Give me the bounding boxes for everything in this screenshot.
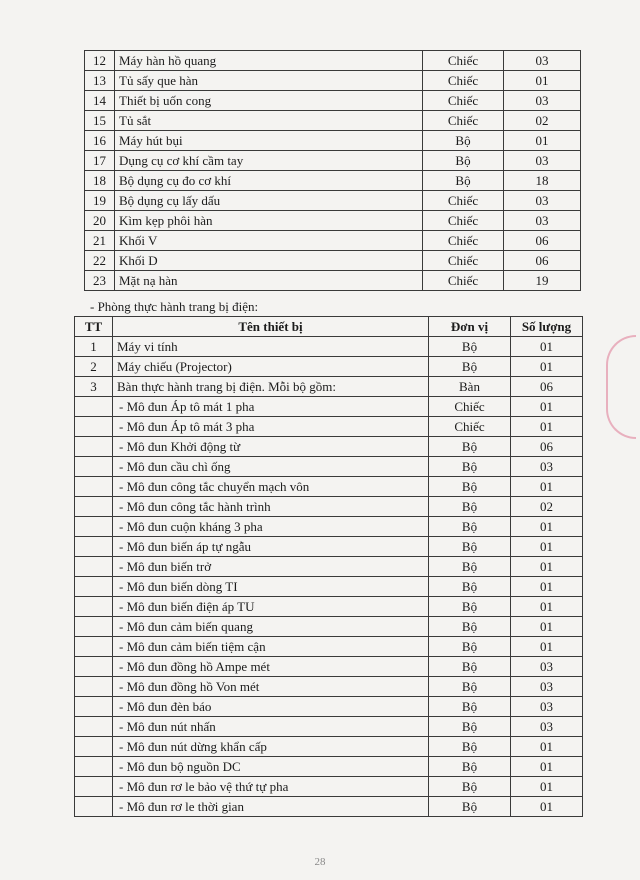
cell-index [75,557,113,577]
cell-quantity: 03 [511,697,583,717]
cell-quantity: 03 [511,657,583,677]
cell-quantity: 03 [511,717,583,737]
table-row [75,517,583,537]
cell-name: Máy vi tính [113,337,429,357]
cell-quantity: 03 [504,151,581,171]
table-row [75,457,583,477]
cell-quantity: 01 [511,477,583,497]
cell-quantity: 06 [504,231,581,251]
cell-quantity: 01 [511,577,583,597]
cell-name: Dụng cụ cơ khí cầm tay [115,151,423,171]
cell-unit: Bộ [423,131,504,151]
cell-name: - Mô đun cầu chì ống [113,457,429,477]
cell-index: 20 [85,211,115,231]
table-row [85,131,581,151]
cell-quantity: 01 [511,517,583,537]
cell-name: Thiết bị uốn cong [115,91,423,111]
cell-unit: Bộ [429,697,511,717]
cell-index [75,537,113,557]
cell-unit: Bộ [429,437,511,457]
table-row [85,191,581,211]
cell-quantity: 01 [504,71,581,91]
cell-quantity: 06 [511,437,583,457]
table-row [75,777,583,797]
cell-index: 15 [85,111,115,131]
electrical-lab-equipment-table [74,316,583,817]
cell-quantity: 03 [504,51,581,71]
cell-quantity: 01 [511,537,583,557]
cell-name: Máy hàn hồ quang [115,51,423,71]
table-row [75,357,583,377]
cell-index [75,777,113,797]
table-row [75,397,583,417]
cell-unit: Bộ [429,757,511,777]
cell-quantity: 02 [504,111,581,131]
cell-unit: Bộ [429,637,511,657]
page-number: 28 [314,856,326,868]
cell-unit: Bộ [429,717,511,737]
cell-index [75,637,113,657]
cell-unit: Bộ [429,537,511,557]
table-row [85,251,581,271]
table-row [75,657,583,677]
cell-index: 1 [75,337,113,357]
cell-name: Bàn thực hành trang bị điện. Mỗi bộ gồm: [113,377,429,397]
cell-index [75,717,113,737]
cell-quantity: 19 [504,271,581,291]
table-row [75,497,583,517]
cell-name: Máy chiếu (Projector) [113,357,429,377]
cell-unit: Chiếc [423,271,504,291]
cell-unit: Bộ [429,517,511,537]
cell-quantity: 01 [511,757,583,777]
cell-unit: Chiếc [423,191,504,211]
cell-name: - Mô đun Khởi động từ [113,437,429,457]
cell-unit: Bộ [429,657,511,677]
cell-name: Kìm kẹp phôi hàn [115,211,423,231]
cell-quantity: 01 [511,617,583,637]
cell-quantity: 03 [511,457,583,477]
cell-quantity: 01 [511,797,583,817]
cell-index: 3 [75,377,113,397]
cell-name: Khối D [115,251,423,271]
cell-quantity: 03 [504,191,581,211]
cell-unit: Chiếc [423,251,504,271]
cell-quantity: 01 [511,597,583,617]
table-row [75,417,583,437]
cell-unit: Bộ [429,597,511,617]
cell-index [75,657,113,677]
cell-index [75,437,113,457]
table-row [75,437,583,457]
header-equipment-name: Tên thiết bị [113,317,429,337]
cell-unit: Chiếc [423,231,504,251]
table-row [85,171,581,191]
cell-unit: Bộ [429,777,511,797]
cell-index [75,597,113,617]
cell-name: - Mô đun biến áp tự ngẫu [113,537,429,557]
cell-quantity: 01 [511,557,583,577]
table-row [75,697,583,717]
cell-index: 18 [85,171,115,191]
table-row [75,717,583,737]
cell-name: - Mô đun Áp tô mát 1 pha [113,397,429,417]
cell-name: - Mô đun công tắc chuyển mạch vôn [113,477,429,497]
cell-index: 14 [85,91,115,111]
header-tt: TT [75,317,113,337]
table-row [75,557,583,577]
table-row [75,637,583,657]
cell-name: - Mô đun công tắc hành trình [113,497,429,517]
table-row [85,71,581,91]
cell-unit: Chiếc [423,211,504,231]
cell-unit: Chiếc [423,111,504,131]
cell-name: - Mô đun biến điện áp TU [113,597,429,617]
cell-quantity: 06 [504,251,581,271]
cell-unit: Bộ [429,337,511,357]
cell-name: Tủ sắt [115,111,423,131]
cell-quantity: 01 [511,357,583,377]
cell-name: - Mô đun rơ le bảo vệ thứ tự pha [113,777,429,797]
cell-index: 23 [85,271,115,291]
cell-quantity: 06 [511,377,583,397]
cell-index [75,397,113,417]
cell-unit: Chiếc [423,91,504,111]
cell-name: Máy hút bụi [115,131,423,151]
cell-index [75,737,113,757]
cell-index: 2 [75,357,113,377]
cell-index [75,417,113,437]
cell-name: Bộ dụng cụ lấy dấu [115,191,423,211]
cell-unit: Bộ [429,617,511,637]
cell-unit: Bộ [429,457,511,477]
cell-unit: Chiếc [429,397,511,417]
cell-name: - Mô đun nút nhấn [113,717,429,737]
cell-unit: Bộ [429,357,511,377]
cell-unit: Bộ [429,557,511,577]
cell-unit: Chiếc [429,417,511,437]
cell-name: - Mô đun rơ le thời gian [113,797,429,817]
cell-quantity: 02 [511,497,583,517]
cell-name: Tủ sấy que hàn [115,71,423,91]
cell-index: 17 [85,151,115,171]
cell-name: Mặt nạ hàn [115,271,423,291]
cell-index [75,457,113,477]
cell-index: 22 [85,251,115,271]
section-heading: - Phòng thực hành trang bị điện: [90,299,259,314]
cell-unit: Bộ [429,797,511,817]
red-stamp-mark [606,335,636,439]
cell-name: - Mô đun đồng hồ Von mét [113,677,429,697]
cell-name: - Mô đun biến dòng TI [113,577,429,597]
cell-unit: Chiếc [423,71,504,91]
cell-quantity: 01 [511,417,583,437]
cell-quantity: 03 [511,677,583,697]
cell-name: - Mô đun cảm biến tiệm cận [113,637,429,657]
table-row [75,377,583,397]
table-row [75,737,583,757]
header-unit: Đơn vị [429,317,511,337]
equipment-table-continued [84,50,581,291]
cell-index [75,797,113,817]
table-row [85,211,581,231]
cell-unit: Bàn [429,377,511,397]
cell-index [75,517,113,537]
table-header-row [75,317,583,337]
table-row [75,537,583,557]
cell-index [75,697,113,717]
table-row [85,111,581,131]
table-row [75,577,583,597]
table-row [75,797,583,817]
table-row [75,757,583,777]
cell-name: - Mô đun biến trở [113,557,429,577]
electrical-lab-table-body [75,337,583,817]
cell-unit: Bộ [429,677,511,697]
cell-name: - Mô đun nút dừng khẩn cấp [113,737,429,757]
cell-quantity: 01 [511,637,583,657]
cell-unit: Chiếc [423,51,504,71]
table-row [85,51,581,71]
table-row [85,91,581,111]
cell-name: - Mô đun bộ nguồn DC [113,757,429,777]
cell-name: - Mô đun cuộn kháng 3 pha [113,517,429,537]
cell-index [75,617,113,637]
cell-name: Khối V [115,231,423,251]
cell-unit: Bộ [429,497,511,517]
header-quantity: Số lượng [511,317,583,337]
cell-name: - Mô đun đèn báo [113,697,429,717]
cell-name: - Mô đun đồng hồ Ampe mét [113,657,429,677]
table-row [85,231,581,251]
cell-index: 21 [85,231,115,251]
cell-quantity: 01 [511,397,583,417]
cell-quantity: 18 [504,171,581,191]
cell-quantity: 03 [504,211,581,231]
cell-index: 16 [85,131,115,151]
cell-unit: Bộ [423,151,504,171]
table-row [85,151,581,171]
cell-unit: Bộ [423,171,504,191]
cell-quantity: 01 [511,737,583,757]
cell-quantity: 03 [504,91,581,111]
table-row [75,597,583,617]
cell-quantity: 01 [511,777,583,797]
cell-unit: Bộ [429,737,511,757]
cell-quantity: 01 [504,131,581,151]
cell-unit: Bộ [429,477,511,497]
cell-name: Bộ dụng cụ đo cơ khí [115,171,423,191]
table-row [75,677,583,697]
table-row [75,477,583,497]
cell-index [75,497,113,517]
cell-index [75,677,113,697]
cell-index [75,757,113,777]
cell-unit: Bộ [429,577,511,597]
table-row [75,617,583,637]
cell-index: 19 [85,191,115,211]
cell-quantity: 01 [511,337,583,357]
cell-name: - Mô đun cảm biến quang [113,617,429,637]
cell-name: - Mô đun Áp tô mát 3 pha [113,417,429,437]
cell-index [75,577,113,597]
cell-index: 12 [85,51,115,71]
table-row [75,337,583,357]
cell-index [75,477,113,497]
cell-index: 13 [85,71,115,91]
table-row [85,271,581,291]
equipment-table-body [85,51,581,291]
